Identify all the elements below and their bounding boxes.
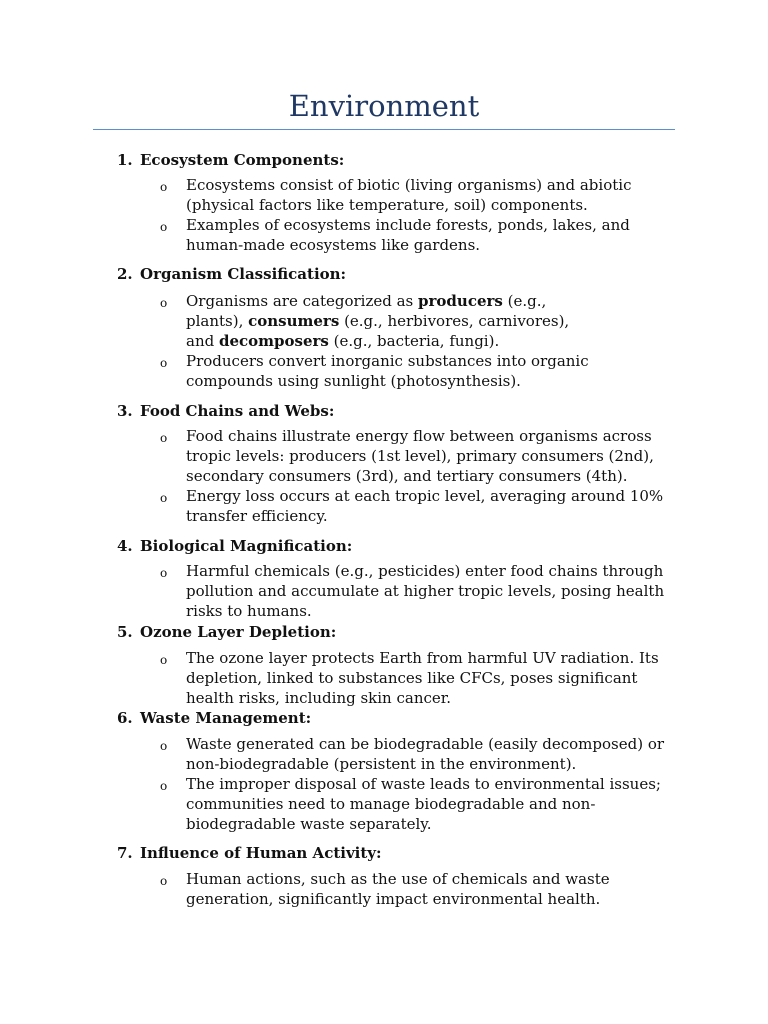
section-number: 5.: [117, 623, 133, 641]
bullet-marker: o: [160, 653, 168, 667]
bullet-line: plants), consumers (e.g., herbivores, carnivores),: [186, 312, 570, 330]
bullet-line: Harmful chemicals (e.g., pesticides) enter food chains through: [186, 562, 664, 580]
bullet-text: [186, 351, 681, 391]
bullet-line: health risks, including skin cancer.: [186, 689, 452, 707]
bullet-marker: o: [160, 180, 168, 194]
section-heading-text: Biological Magnification:: [140, 537, 353, 555]
bullet-marker: o: [160, 779, 168, 793]
bullet-line: depletion, linked to substances like CFCs, poses significant: [186, 669, 638, 687]
section-heading: [117, 622, 336, 642]
section-heading: [117, 264, 346, 284]
bullet-line: tropic levels: producers (1st level), primary consumers (2nd),: [186, 447, 654, 465]
section-number: 7.: [117, 844, 133, 862]
bullet-text: [186, 774, 681, 834]
bullet-line: biodegradable waste separately.: [186, 815, 432, 833]
bullet-text: [186, 561, 681, 621]
section-heading-text: Waste Management:: [140, 709, 312, 727]
bullet-line: risks to humans.: [186, 602, 312, 620]
section-number: 2.: [117, 265, 133, 283]
bullet-marker: o: [160, 491, 168, 505]
bullet-line: Producers convert inorganic substances into organic: [186, 352, 589, 370]
bullet-marker: o: [160, 296, 168, 310]
bullet-marker: o: [160, 356, 168, 370]
section-heading-text: Ecosystem Components:: [140, 151, 345, 169]
section-heading-text: Ozone Layer Depletion:: [140, 623, 337, 641]
bullet-line: generation, significantly impact environmental health.: [186, 890, 601, 908]
term-producers: producers: [418, 292, 503, 310]
bullet-line: pollution and accumulate at higher tropic levels, posing health: [186, 582, 665, 600]
section-number: 1.: [117, 151, 133, 169]
bullet-line: The ozone layer protects Earth from harmful UV radiation. Its: [186, 649, 659, 667]
bullet-text: [186, 291, 681, 351]
bullet-line: communities need to manage biodegradable and non-: [186, 795, 596, 813]
section-number: 6.: [117, 709, 133, 727]
section-heading-text: Food Chains and Webs:: [140, 402, 335, 420]
bullet-line: compounds using sunlight (photosynthesis).: [186, 372, 521, 390]
bullet-text: [186, 486, 681, 526]
bullet-line: human-made ecosystems like gardens.: [186, 236, 481, 254]
term-decomposers: decomposers: [218, 332, 329, 350]
bullet-line: Energy loss occurs at each tropic level, averaging around 10%: [186, 487, 664, 505]
document-title: Environment: [288, 89, 480, 123]
bullet-line: Food chains illustrate energy flow between organisms across: [186, 427, 652, 445]
bullet-marker: o: [160, 431, 168, 445]
term-consumers: consumers: [248, 312, 340, 330]
bullet-text: [186, 648, 681, 708]
section-heading-text: Influence of Human Activity:: [140, 844, 382, 862]
bullet-line: (physical factors like temperature, soil) components.: [186, 196, 588, 214]
bullet-line: The improper disposal of waste leads to environmental issues;: [186, 775, 661, 793]
section-number: 4.: [117, 537, 133, 555]
title-underline: [93, 129, 675, 130]
section-heading: [117, 150, 344, 170]
section-number: 3.: [117, 402, 133, 420]
section-heading: [117, 708, 311, 728]
bullet-marker: o: [160, 566, 168, 580]
section-heading: [117, 401, 334, 421]
bullet-text: [186, 869, 681, 909]
bullet-line: Waste generated can be biodegradable (easily decomposed) or: [186, 735, 665, 753]
bullet-line: secondary consumers (3rd), and tertiary consumers (4th).: [186, 467, 628, 485]
bullet-marker: o: [160, 874, 168, 888]
section-heading: [117, 536, 352, 556]
bullet-text: [186, 734, 681, 774]
bullet-marker: o: [160, 220, 168, 234]
bullet-line: and decomposers (e.g., bacteria, fungi).: [186, 332, 500, 350]
section-heading-text: Organism Classification:: [140, 265, 347, 283]
bullet-marker: o: [160, 739, 168, 753]
bullet-line: Organisms are categorized as producers (e.g.,: [186, 292, 547, 310]
bullet-line: transfer efficiency.: [186, 507, 328, 525]
bullet-text: [186, 426, 681, 486]
section-heading: [117, 843, 382, 863]
bullet-line: non-biodegradable (persistent in the environment).: [186, 755, 577, 773]
bullet-line: Human actions, such as the use of chemicals and waste: [186, 870, 610, 888]
bullet-line: Ecosystems consist of biotic (living organisms) and abiotic: [186, 176, 632, 194]
bullet-text: [186, 215, 681, 255]
bullet-text: [186, 175, 681, 215]
bullet-line: Examples of ecosystems include forests, ponds, lakes, and: [186, 216, 630, 234]
